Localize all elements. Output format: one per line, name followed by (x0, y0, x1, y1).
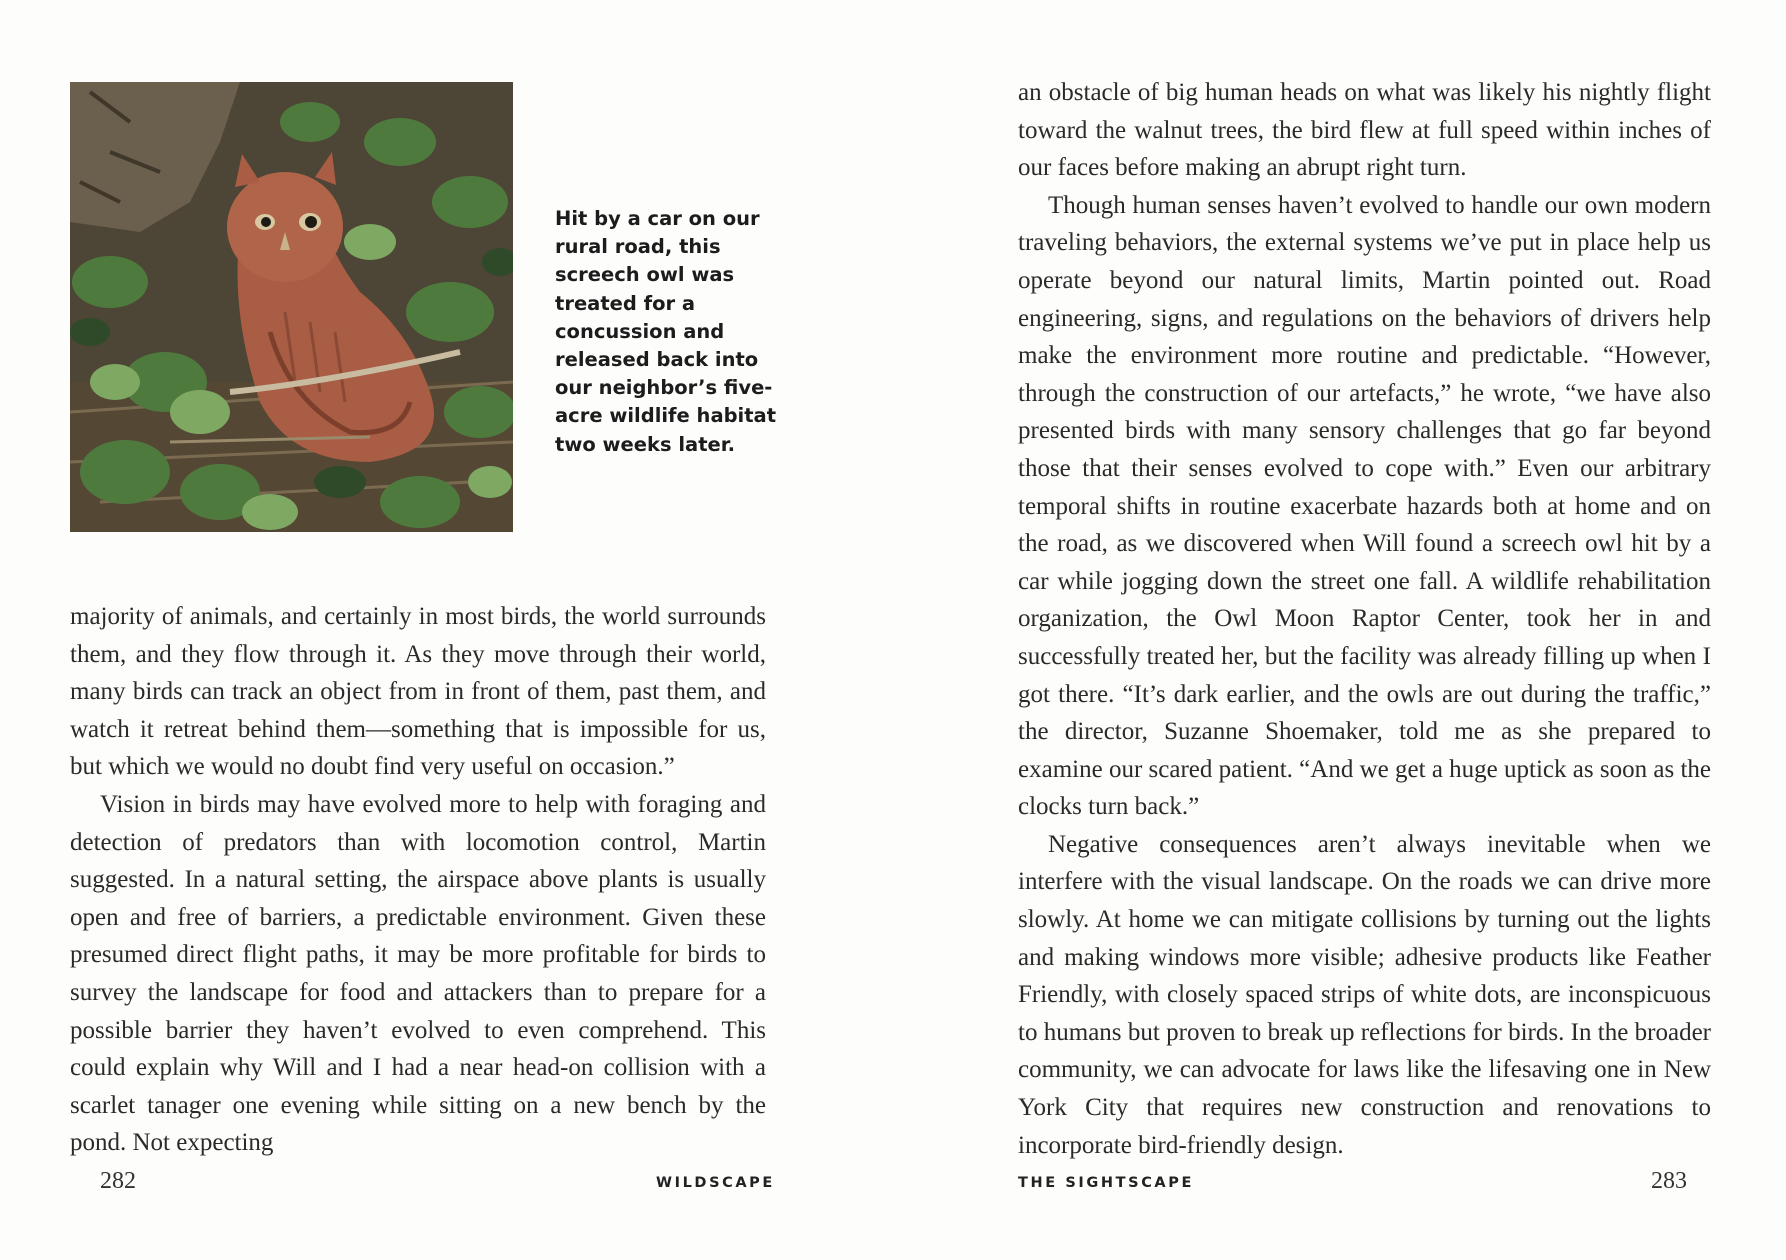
right-paragraph-2-text: Though human senses haven’t evolved to handle our own modern traveling behaviors, the external systems we’ve put in place help us operate beyond our natural limits, Martin pointed out. Road engineering, signs, and regulations on the behaviors of drivers help make the environment more routine and predictable. “However, through the construction of our artefacts,” he wrote, “we have also presented birds with many sensory challenges that go far beyond those that their senses evolved to cope with.” Even our arbitrary temporal shifts in routine exacerbate hazards both at home and on the road, as we discovered when Will found a screech owl hit by a car while jogging down the street one fall. A wildlife rehabilitation organization, the Owl Moon Raptor Center, took her in and successfully treated her, but the facility was already filling up when I got there. “It’s dark earlier, and the owls are out during the traffic,” the director, Suzanne Shoemaker, told me as she prepared to examine our scared patient. “And we get a huge uptick as soon as the clocks turn back.” (1018, 191, 1711, 821)
left-paragraph-2-text: Vision in birds may have evolved more to help with foraging and detection of predators than with locomotion control, Martin suggested. In a natural setting, the airspace above plants is usually open and free of barriers, a predictable environment. Given these presumed direct flight paths, it may be more profitable for birds to survey the landscape for food and attackers than to prepare for a possible barrier they haven’t evolved to even comprehend. This could explain why Will and I had a near head-on collision with a scarlet tanager one evening while sitting on a new bench by the pond. Not expecting (70, 790, 766, 1157)
page-number-right: 283 (1651, 1168, 1687, 1194)
photo-caption: Hit by a car on our rural road, this screech owl was treated for a concussion and released back into our neighbor’s five-acre wildlife habitat two weeks later. (555, 207, 777, 456)
running-head-right: THE SIGHTSCAPE (1018, 1175, 1194, 1191)
running-head-left: WILDSCAPE (656, 1175, 775, 1191)
right-page (893, 0, 1786, 1260)
right-paragraph-2 (1018, 187, 1711, 826)
right-paragraph-3-text: Negative consequences aren’t always inevitable when we interfere with the visual landscape. On the roads we can drive more slowly. At home we can mitigate collisions by turning out the lights and making windows more visible; adhesive products like Feather Friendly, with closely spaced strips of white dots, are inconspicuous to humans but proven to break up reflections for birds. In the broader community, we can advocate for laws like the lifesaving one in New York City that requires new construction and renovations to incorporate bird-friendly design. (1018, 830, 1711, 1159)
right-page-body (1018, 74, 1711, 1164)
left-paragraph-1: majority of animals, and certainly in most birds, the world surrounds them, and they flow through it. As they move through their world, many birds can track an object from in front of them, past them, and watch it retreat behind them—something that is impossible for us, but which we would no doubt find very useful on occasion.” (70, 603, 766, 781)
page-number-left: 282 (100, 1168, 136, 1194)
left-page-body (70, 598, 766, 1162)
right-paragraph-3 (1018, 826, 1711, 1164)
right-paragraph-1: an obstacle of big human heads on what was likely his nightly flight toward the walnut trees, the bird flew at full speed within inches of our faces before making an abrupt right turn. (1018, 79, 1711, 182)
screech-owl-photo (70, 82, 513, 532)
left-paragraph-2 (70, 786, 766, 1162)
